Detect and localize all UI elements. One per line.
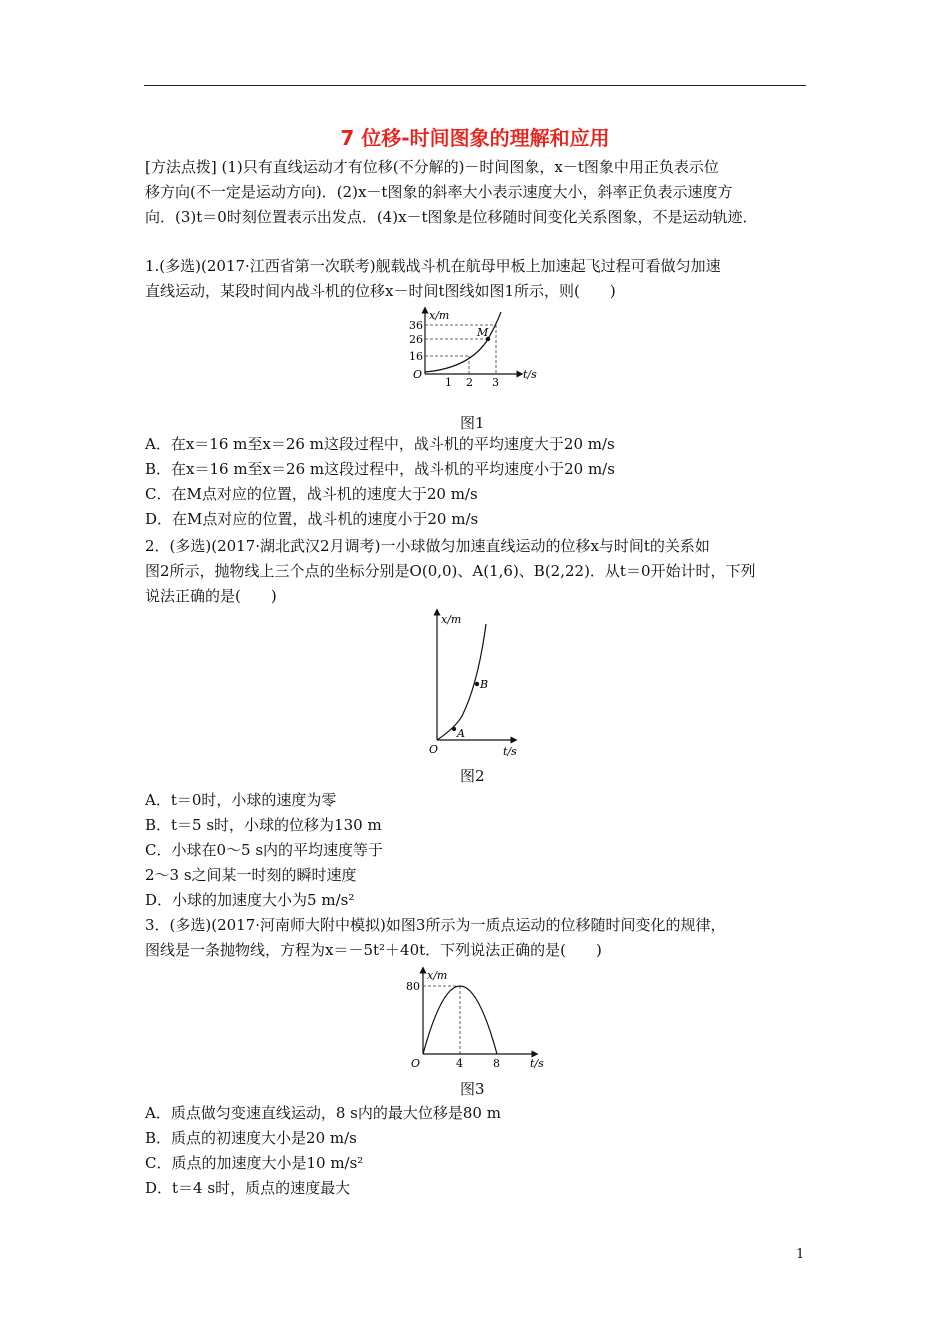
fig1-y-label: x/m: [429, 309, 450, 322]
fig3-caption: 图3: [460, 1080, 485, 1098]
q3-option-b: B．质点的初速度大小是20 m/s: [145, 1129, 357, 1147]
q2-stem-line-3: 说法正确的是( ): [145, 587, 277, 605]
fig2-point-a: [452, 727, 456, 731]
figure-3: [400, 966, 550, 1070]
page-number: 1: [796, 1247, 805, 1262]
fig1-origin: O: [413, 368, 423, 381]
fig1-caption: 图1: [460, 414, 485, 432]
q1-option-c: C．在M点对应的位置，战斗机的速度大于20 m/s: [145, 485, 478, 503]
fig3-x-tick-4: 4: [456, 1057, 463, 1070]
q3-stem-line-1: 3．(多选)(2017·河南师大附中模拟)如图3所示为一质点运动的位移随时间变化的规律，: [145, 916, 726, 934]
fig1-x-label: t/s: [523, 368, 537, 381]
q1-option-d: D．在M点对应的位置，战斗机的速度小于20 m/s: [145, 510, 479, 528]
fig3-y-label: x/m: [427, 969, 448, 982]
fig1-x-tick-1: 1: [445, 376, 452, 389]
fig2-point-b-label: B: [480, 678, 489, 691]
q2-option-c: C．小球在0～5 s内的平均速度等于: [145, 841, 384, 859]
q2-stem-line-2: 图2所示，抛物线上三个点的坐标分别是O(0,0)、A(1,6)、B(2,22)．从t＝0开始计时，下列: [145, 562, 756, 580]
q1-option-b: B．在x＝16 m至x＝26 m这段过程中，战斗机的平均速度小于20 m/s: [145, 460, 615, 478]
fig1-y-tick-16: 16: [409, 350, 423, 363]
fig2-x-label: t/s: [503, 745, 517, 758]
q2-option-a: A．t＝0时，小球的速度为零: [145, 791, 337, 809]
fig3-x-tick-8: 8: [493, 1057, 500, 1070]
q3-option-c: C．质点的加速度大小是10 m/s²: [145, 1154, 364, 1172]
fig2-caption: 图2: [460, 767, 485, 785]
fig1-x-tick-3: 3: [492, 376, 499, 389]
fig1-point-m-label: M: [477, 326, 489, 339]
fig1-x-tick-2: 2: [466, 376, 473, 389]
fig3-x-label: t/s: [530, 1057, 544, 1070]
q3-stem-line-2: 图线是一条抛物线，方程为x＝－5t²＋40t．下列说法正确的是( ): [145, 941, 602, 959]
q2-option-c-cont: 2～3 s之间某一时刻的瞬时速度: [145, 866, 357, 884]
fig2-origin: O: [429, 743, 439, 756]
fig1-y-tick-36: 36: [409, 319, 423, 332]
fig3-y-tick-80: 80: [406, 980, 420, 993]
q3-option-a: A．质点做匀变速直线运动，8 s内的最大位移是80 m: [145, 1104, 501, 1122]
fig2-y-label: x/m: [441, 613, 462, 626]
q2-stem-line-1: 2．(多选)(2017·湖北武汉2月调考)一小球做匀加速直线运动的位移x与时间t的关系如: [145, 537, 710, 555]
fig1-y-tick-26: 26: [409, 333, 423, 346]
q2-option-d: D．小球的加速度大小为5 m/s²: [145, 891, 355, 909]
fig2-point-b: [475, 682, 479, 686]
q3-option-d: D．t＝4 s时，质点的速度最大: [145, 1179, 351, 1197]
fig2-point-a-label: A: [457, 727, 465, 740]
intro-line-2: 移方向(不一定是运动方向)．(2)x－t图象的斜率大小表示速度大小，斜率正负表示速度方: [145, 183, 733, 201]
fig2-curve: [437, 624, 489, 740]
figure-1: [400, 306, 550, 408]
intro-line-3: 向．(3)t＝0时刻位置表示出发点．(4)x－t图象是位移随时间变化关系图象，不是运动轨迹．: [145, 208, 758, 226]
header-rule: [144, 85, 806, 86]
figure-2: [420, 606, 530, 761]
q1-stem-line-1: 1.(多选)(2017·江西省第一次联考)舰载战斗机在航母甲板上加速起飞过程可看做匀加速: [145, 257, 721, 275]
q1-option-a: A．在x＝16 m至x＝26 m这段过程中，战斗机的平均速度大于20 m/s: [145, 435, 615, 453]
page-title: 7 位移-时间图象的理解和应用: [340, 126, 610, 150]
intro-line-1: [方法点拨] (1)只有直线运动才有位移(不分解的)－时间图象，x－t图象中用正负表示位: [145, 158, 719, 176]
q2-option-b: B．t＝5 s时，小球的位移为130 m: [145, 816, 382, 834]
q1-stem-line-2: 直线运动，某段时间内战斗机的位移x－时间t图线如图1所示，则( ): [145, 282, 616, 300]
fig3-origin: O: [411, 1057, 421, 1070]
